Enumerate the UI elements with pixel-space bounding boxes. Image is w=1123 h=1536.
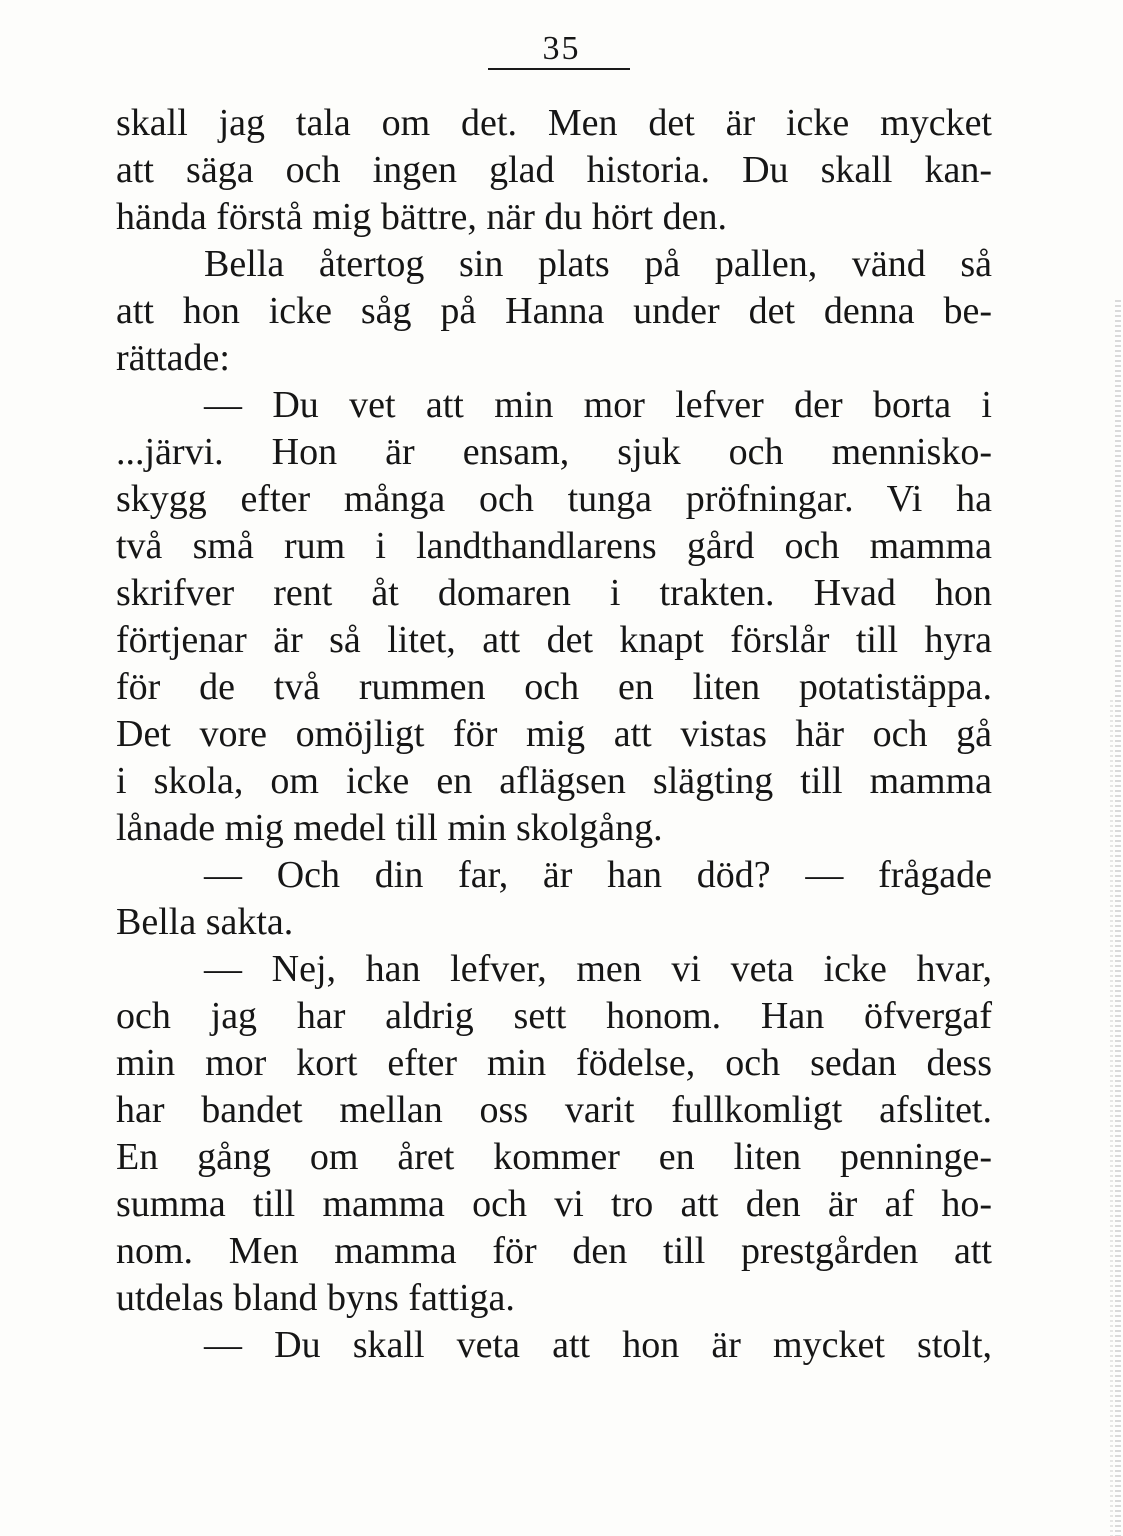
text-line: ...järvi. Hon är ensam, sjuk och mennisko- <box>116 431 992 473</box>
text-line: lånade mig medel till min skolgång. <box>116 807 663 849</box>
text-line: rättade: <box>116 337 230 379</box>
page-edge-strip <box>1115 300 1121 1536</box>
page-edge-strip-inner <box>1110 700 1113 1536</box>
text-line: i skola, om icke en aflägsen slägting till mamma <box>116 760 992 802</box>
text-line: nom. Men mamma för den till prestgården att <box>116 1230 992 1272</box>
text-line: att säga och ingen glad historia. Du skall kan- <box>116 149 992 191</box>
text-line: och jag har aldrig sett honom. Han öfvergaf <box>116 995 992 1037</box>
text-line: två små rum i landthandlarens gård och mamma <box>116 525 992 567</box>
text-line: En gång om året kommer en liten penninge- <box>116 1136 992 1178</box>
text-line: att hon icke såg på Hanna under det denna be- <box>116 290 992 332</box>
body-text <box>116 100 992 1369</box>
text-line: utdelas bland byns fattiga. <box>116 1277 515 1319</box>
text-line: — Och din far, är han död? — frågade <box>204 854 992 896</box>
text-line: — Du vet att min mor lefver der borta i <box>204 384 992 426</box>
text-line: skrifver rent åt domaren i trakten. Hvad hon <box>116 572 992 614</box>
text-line: — Du skall veta att hon är mycket stolt, <box>204 1324 992 1366</box>
text-line: summa till mamma och vi tro att den är af ho- <box>116 1183 992 1225</box>
text-line: hända förstå mig bättre, när du hört den. <box>116 196 727 238</box>
text-line: Bella sakta. <box>116 901 294 943</box>
text-line: har bandet mellan oss varit fullkomligt afslitet. <box>116 1089 992 1131</box>
text-line: skall jag tala om det. Men det är icke mycket <box>116 102 992 144</box>
text-line: Det vore omöjligt för mig att vistas här och gå <box>116 713 992 755</box>
page-number: 35 <box>542 30 581 67</box>
page-number-rule <box>488 68 630 70</box>
text-line: min mor kort efter min födelse, och sedan dess <box>116 1042 992 1084</box>
text-line: förtjenar är så litet, att det knapt förslår till hyra <box>116 619 992 661</box>
text-line: Bella återtog sin plats på pallen, vänd så <box>204 243 992 285</box>
text-line: för de två rummen och en liten potatistäppa. <box>116 666 992 708</box>
text-line: skygg efter många och tunga pröfningar. Vi ha <box>116 478 992 520</box>
text-line: — Nej, han lefver, men vi veta icke hvar, <box>204 948 992 990</box>
